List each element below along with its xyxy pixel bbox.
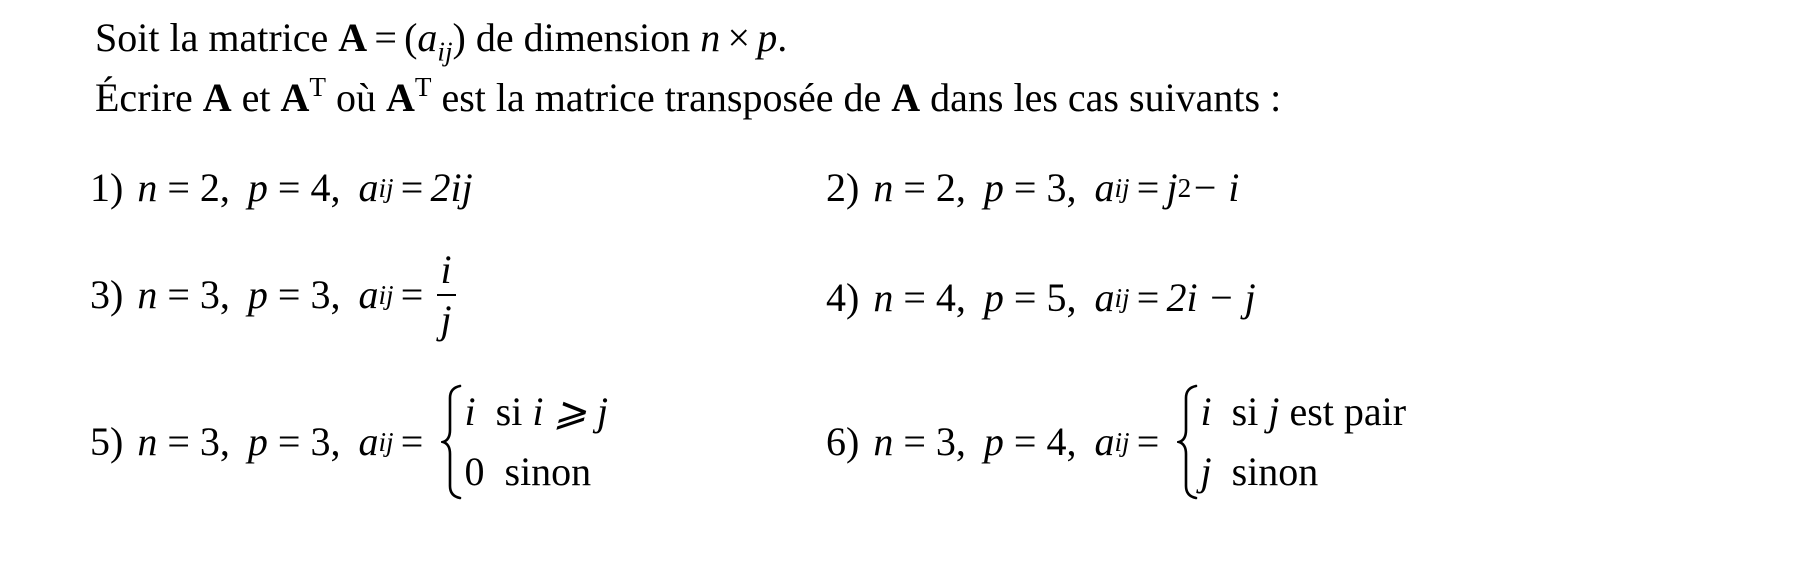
p-value: = 4, [1013, 419, 1077, 464]
intro-line-1 [95, 15, 788, 67]
case-keyword-si: si [1231, 389, 1259, 434]
fraction-denominator: j [440, 297, 452, 342]
case-value: j [1200, 449, 1212, 494]
transpose-mark: T [414, 72, 432, 103]
intro-text: de dimension [465, 15, 701, 60]
n-value: = 4, [903, 275, 966, 320]
p-value: = 3, [277, 272, 341, 317]
var-n: n [137, 165, 158, 210]
fraction-numerator: i [440, 247, 452, 292]
case-condition-text: est pair [1289, 389, 1407, 434]
exercise-case-4: 4) n = 4, p = 5, a ij = 2i − j [826, 275, 1256, 320]
var-n: n [700, 15, 721, 60]
var-n: n [137, 419, 158, 464]
case-value: i [1200, 389, 1212, 434]
n-value: = 3, [167, 272, 230, 317]
coef-a: a [358, 272, 379, 317]
var-n: n [873, 275, 894, 320]
p-value: = 5, [1013, 275, 1077, 320]
coef-a: a [1094, 165, 1115, 210]
exercise-case-2: 2) n = 2, p = 3, a ij = j 2 − i [826, 165, 1240, 210]
n-value: = 3, [167, 419, 230, 464]
exercise-case-5: 5) n = 3, p = 3, a ij = i si i ⩾ j 0 sinon [90, 384, 608, 500]
p-value: = 3, [277, 419, 341, 464]
n-value: = 2, [903, 165, 966, 210]
equals-sign: = [1136, 275, 1160, 320]
case-number: 6) [826, 419, 860, 464]
equals-sign: = [400, 419, 424, 464]
coef-a: a [417, 15, 438, 60]
left-brace-icon [441, 384, 463, 500]
var-p: p [983, 165, 1004, 210]
equals-sign: = [400, 272, 424, 317]
case-keyword-sinon: sinon [504, 449, 592, 494]
index-ij: ij [437, 36, 453, 67]
piecewise-definition [441, 384, 609, 500]
paren-open: ( [404, 15, 418, 60]
case-condition: i ⩾ j [532, 389, 609, 434]
var-n: n [873, 165, 894, 210]
var-p: p [983, 275, 1004, 320]
var-n: n [873, 419, 894, 464]
intro-text: où [325, 75, 386, 120]
case-branch-1 [1200, 389, 1407, 434]
case-branch-2 [464, 449, 609, 494]
equals-sign: = [374, 15, 397, 60]
case-number: 2) [826, 165, 860, 210]
coef-a: a [358, 419, 379, 464]
intro-text: Écrire [95, 75, 203, 120]
equals-sign: = [1136, 165, 1160, 210]
case-value: 0 [464, 449, 485, 494]
n-value: = 2, [167, 165, 230, 210]
equals-sign: = [400, 165, 424, 210]
n-value: = 3, [903, 419, 966, 464]
fraction [437, 247, 456, 342]
var-p: p [983, 419, 1004, 464]
formula-rhs: 2i − j [1166, 275, 1256, 320]
intro-text: Soit la matrice [95, 15, 339, 60]
transpose-mark: T [309, 72, 326, 103]
case-keyword-sinon: sinon [1231, 449, 1319, 494]
formula-rhs: 2ij [430, 165, 473, 210]
coef-a: a [358, 165, 379, 210]
piecewise-definition [1177, 384, 1407, 500]
case-number: 3) [90, 272, 124, 317]
matrix-symbol-A: A [338, 15, 368, 60]
case-number: 1) [90, 165, 124, 210]
matrix-symbol-A: A [891, 75, 921, 120]
exercise-case-6: 6) n = 3, p = 4, a ij = i si j est pair j sinon [826, 384, 1406, 500]
case-number: 5) [90, 419, 124, 464]
var-p: p [247, 272, 268, 317]
p-value: = 4, [277, 165, 341, 210]
var-p: p [247, 165, 268, 210]
coef-a: a [1094, 419, 1115, 464]
left-brace-icon [1177, 384, 1199, 500]
intro-line-2 [95, 72, 1282, 120]
matrix-symbol-A: A [385, 75, 415, 120]
case-number: 4) [826, 275, 860, 320]
intro-text: dans les cas suivants : [920, 75, 1282, 120]
case-value: i [464, 389, 476, 434]
equals-sign: = [1136, 419, 1160, 464]
case-variable: j [1268, 389, 1280, 434]
matrix-symbol-A: A [202, 75, 232, 120]
formula-rhs-rest: − i [1191, 165, 1240, 210]
period: . [777, 15, 788, 60]
intro-text: et [231, 75, 281, 120]
paren-close: ) [452, 15, 466, 60]
var-p: p [757, 15, 778, 60]
var-n: n [137, 272, 158, 317]
coef-a: a [1094, 275, 1115, 320]
case-keyword-si: si [495, 389, 523, 434]
exercise-case-3: 3) n = 3, p = 3, a ij = $\frac{i}{j}$ [90, 250, 456, 340]
var-p: p [247, 419, 268, 464]
formula-rhs-base: j [1166, 165, 1178, 210]
intro-text: est la matrice transposée de [431, 75, 892, 120]
exercise-case-1: 1) n = 2, p = 4, a ij = 2ij [90, 165, 473, 210]
p-value: = 3, [1013, 165, 1077, 210]
case-branch-2 [1200, 449, 1407, 494]
matrix-symbol-A: A [280, 75, 310, 120]
times-sign: × [727, 15, 751, 60]
case-branch-1 [464, 389, 609, 434]
